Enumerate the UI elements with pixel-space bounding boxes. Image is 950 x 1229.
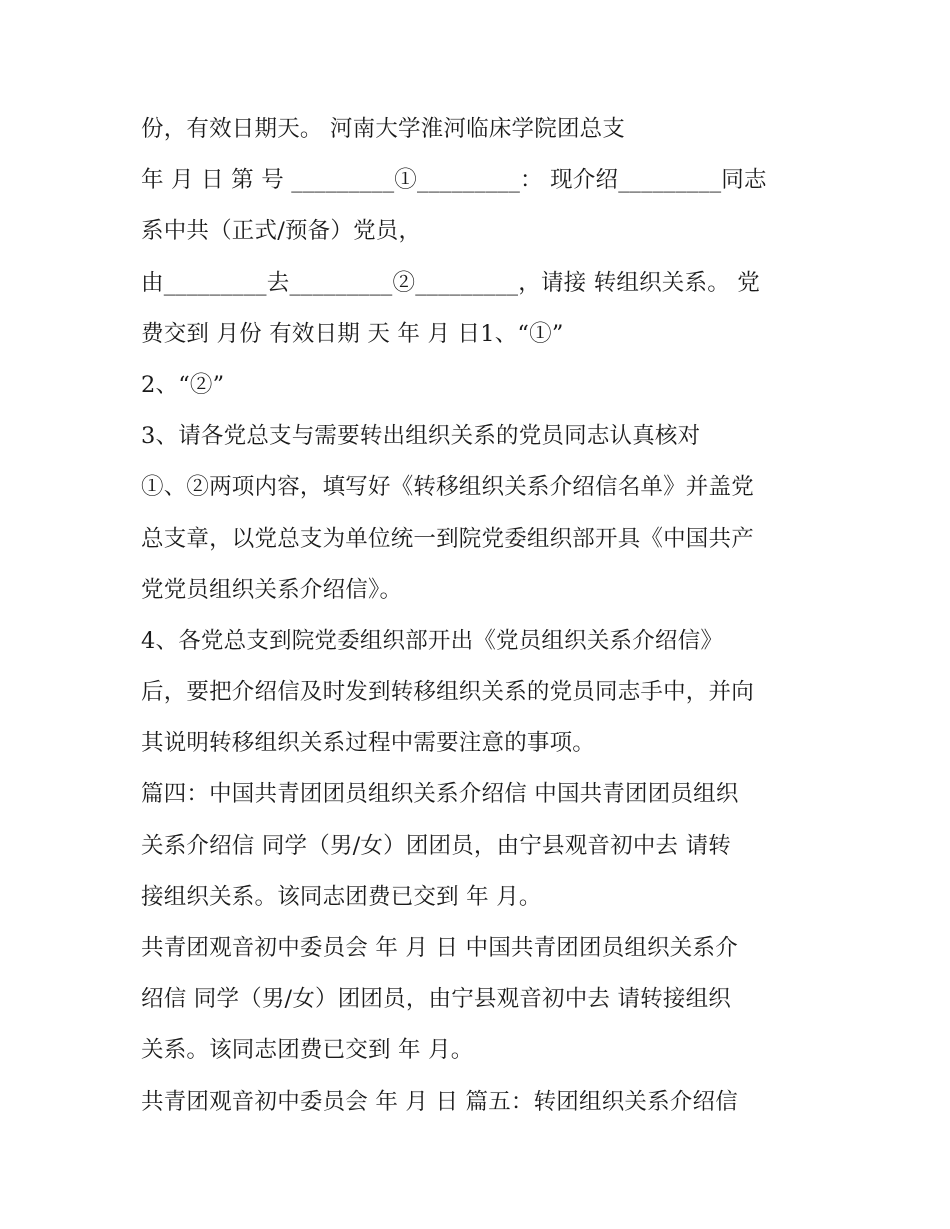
text-line: 后，要把介绍信及时发到转移组织关系的党员同志手中，并向 [141,679,754,706]
text-line: 共青团观音初中委员会 年 月 日 中国共青团团员组织关系介 [141,935,738,961]
body-text [141,104,821,1128]
text-line: 由_________去_________②_________，请接 转组织关系。 党 [141,269,760,296]
text-line: 篇四：中国共青团团员组织关系介绍信 中国共青团团员组织 [141,781,739,808]
text-line: 4、各党总支到院党委组织部开出《党员组织关系介绍信》 [141,627,724,654]
text-line: 系中共（正式/预备）党员， [141,218,422,245]
text-line: 份，有效日期天。 河南大学淮河临床学院团总支 [141,116,626,142]
text-line: 党党员组织关系介绍信》。 [141,576,403,603]
text-line: 费交到 月份 有效日期 天 年 月 日1、“①” [141,320,564,347]
text-line: 总支章，以党总支为单位统一到院党委组织部开具《中国共产 [141,525,754,552]
text-line: 绍信 同学（男/女）团团员，由宁县观音初中去 请转接组织 [141,986,731,1013]
text-line: ①、②两项内容，填写好《转移组织关系介绍信名单》并盖党 [141,474,754,501]
text-line: 3、请各党总支与需要转出组织关系的党员同志认真核对 [141,423,701,450]
text-line: 共青团观音初中委员会 年 月 日 篇五：转团组织关系介绍信 [141,1088,738,1115]
text-line: 关系介绍信 同学（男/女）团团员，由宁县观音初中去 请转 [141,832,731,859]
text-line: 接组织关系。该同志团费已交到 年 月。 [141,883,542,910]
text-line: 其说明转移组织关系过程中需要注意的事项。 [141,730,596,757]
text-line: 关系。该同志团费已交到 年 月。 [141,1037,474,1064]
text-line: 年 月 日 第 号 _________①_________： 现介绍_________同志 [141,167,767,194]
text-line: 2、“②” [141,371,225,398]
